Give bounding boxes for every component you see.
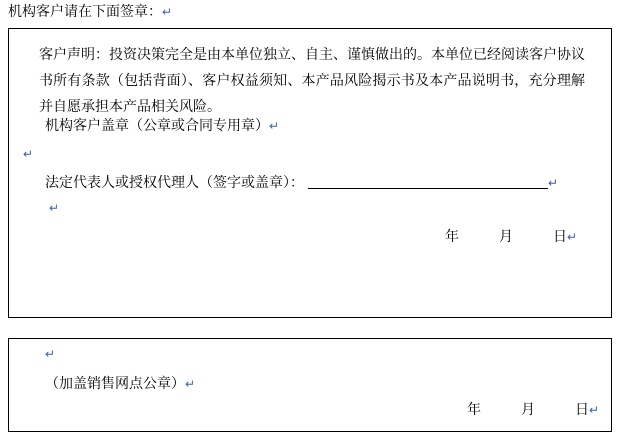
paragraph-mark-icon: ↵	[162, 5, 173, 19]
date-month-label: 月	[499, 230, 513, 245]
signature-rule[interactable]	[308, 174, 548, 189]
date-month-label: 月	[521, 403, 535, 418]
client-date-line	[445, 226, 577, 249]
paragraph-mark-icon: ↵	[269, 119, 280, 133]
legal-representative-line	[45, 171, 558, 196]
date-year-label: 年	[467, 403, 481, 418]
date-day-label: 日	[553, 230, 567, 245]
sales-outlet-date-line	[467, 399, 599, 422]
paragraph-mark-icon: ↵	[548, 176, 559, 190]
page-title	[8, 3, 172, 22]
page-title-text: 机构客户请在下面签章：	[8, 5, 162, 20]
paragraph-mark-icon: ↵	[567, 230, 578, 244]
paragraph-mark-icon: ↵	[185, 377, 196, 391]
sales-outlet-stamp-label	[45, 373, 195, 396]
legal-representative-label: 法定代表人或授权代理人（签字或盖章）：	[45, 176, 304, 191]
paragraph-mark-icon: ↵	[589, 403, 600, 417]
date-year-label: 年	[445, 230, 459, 245]
paragraph-mark-icon: ↵	[45, 347, 56, 361]
client-declaration-text: 客户声明：投资决策完全是由本单位独立、自主、谨慎做出的。本单位已经阅读客户协议书所有条款（包括背面）、客户权益须知、本产品风险揭示书及本产品说明书，充分理解并自愿承担本产品相关风险。	[39, 48, 585, 115]
client-seal-label: 机构客户盖章（公章或合同专用章）	[45, 119, 269, 134]
sales-outlet-stamp-box	[8, 338, 612, 432]
client-signature-box	[8, 28, 612, 318]
sales-outlet-stamp-text: （加盖销售网点公章）	[45, 377, 185, 392]
date-day-label: 日	[575, 403, 589, 418]
paragraph-mark-icon: ↵	[23, 147, 34, 161]
paragraph-mark-icon: ↵	[49, 201, 60, 215]
client-seal-line	[45, 114, 279, 139]
